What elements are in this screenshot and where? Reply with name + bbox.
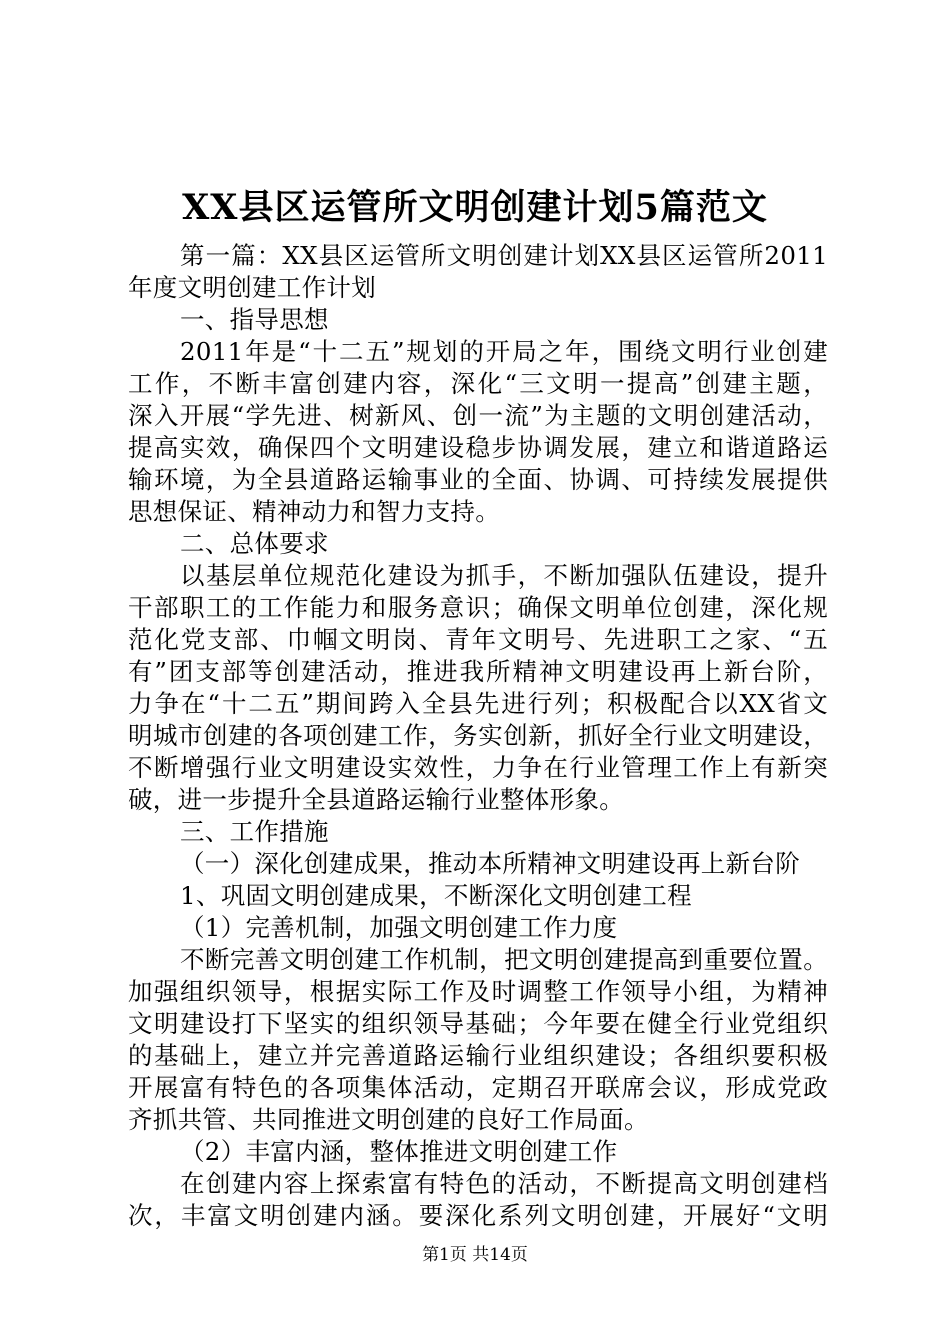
document-body (128, 240, 828, 1232)
text-line: 提高实效，确保四个文明建设稳步协调发展，建立和谐道路运 (128, 433, 828, 462)
text-line: 破，进一步提升全县道路运输行业整体形象。 (128, 785, 624, 814)
text-line: 的基础上，建立并完善道路运输行业组织建设；各组织要积极 (128, 1041, 828, 1070)
text-line: 第一篇：XX县区运管所文明创建计划XX县区运管所2011 (180, 241, 828, 270)
text-line: 2011年是“十二五”规划的开局之年，围绕文明行业创建 (180, 337, 828, 366)
text-line: 加强组织领导，根据实际工作及时调整工作领导小组，为精神 (128, 977, 828, 1006)
text-line: 以基层单位规范化建设为抓手，不断加强队伍建设，提升 (180, 561, 828, 590)
text-line: 输环境，为全县道路运输事业的全面、协调、可持续发展提供 (128, 465, 828, 494)
text-line: 一、指导思想 (180, 305, 329, 334)
text-line: 二、总体要求 (180, 529, 329, 558)
text-line: （2）丰富内涵，整体推进文明创建工作 (180, 1137, 618, 1166)
text-line: 深入开展“学先进、树新风、创一流”为主题的文明创建活动， (128, 401, 828, 430)
text-line: 开展富有特色的各项集体活动，定期召开联席会议，形成党政 (128, 1073, 828, 1102)
text-line: 三、工作措施 (180, 817, 329, 846)
page-footer: 第1页 共14页 (422, 1245, 528, 1265)
text-line: 次，丰富文明创建内涵。要深化系列文明创建，开展好“文明 (128, 1201, 828, 1230)
text-line: 齐抓共管、共同推进文明创建的良好工作局面。 (128, 1105, 649, 1134)
text-line: （1）完善机制，加强文明创建工作力度 (180, 913, 618, 942)
text-line: 不断完善文明创建工作机制，把文明创建提高到重要位置。 (180, 945, 828, 974)
text-line: 范化党支部、巾帼文明岗、青年文明号、先进职工之家、“五 (128, 625, 828, 654)
text-line: 工作，不断丰富创建内容，深化“三文明一提高”创建主题， (128, 369, 828, 398)
text-line: 思想保证、精神动力和智力支持。 (128, 497, 500, 526)
text-line: 不断增强行业文明建设实效性，力争在行业管理工作上有新突 (128, 753, 828, 782)
text-line: 1、巩固文明创建成果，不断深化文明创建工程 (180, 881, 692, 910)
text-line: 明城市创建的各项创建工作，务实创新，抓好全行业文明建设， (128, 721, 828, 750)
text-line: 文明建设打下坚实的组织领导基础；今年要在健全行业党组织 (128, 1009, 828, 1038)
text-line: 力争在“十二五”期间跨入全县先进行列；积极配合以XX省文 (128, 689, 828, 718)
text-line: 有”团支部等创建活动，推进我所精神文明建设再上新台阶， (128, 657, 828, 686)
document-title: XX县区运管所文明创建计划5篇范文 (182, 187, 768, 228)
text-line: 在创建内容上探索富有特色的活动，不断提高文明创建档 (180, 1169, 828, 1198)
text-line: 干部职工的工作能力和服务意识；确保文明单位创建，深化规 (128, 593, 828, 622)
text-line: 年度文明创建工作计划 (128, 273, 376, 302)
text-line: （一）深化创建成果，推动本所精神文明建设再上新台阶 (180, 849, 800, 878)
